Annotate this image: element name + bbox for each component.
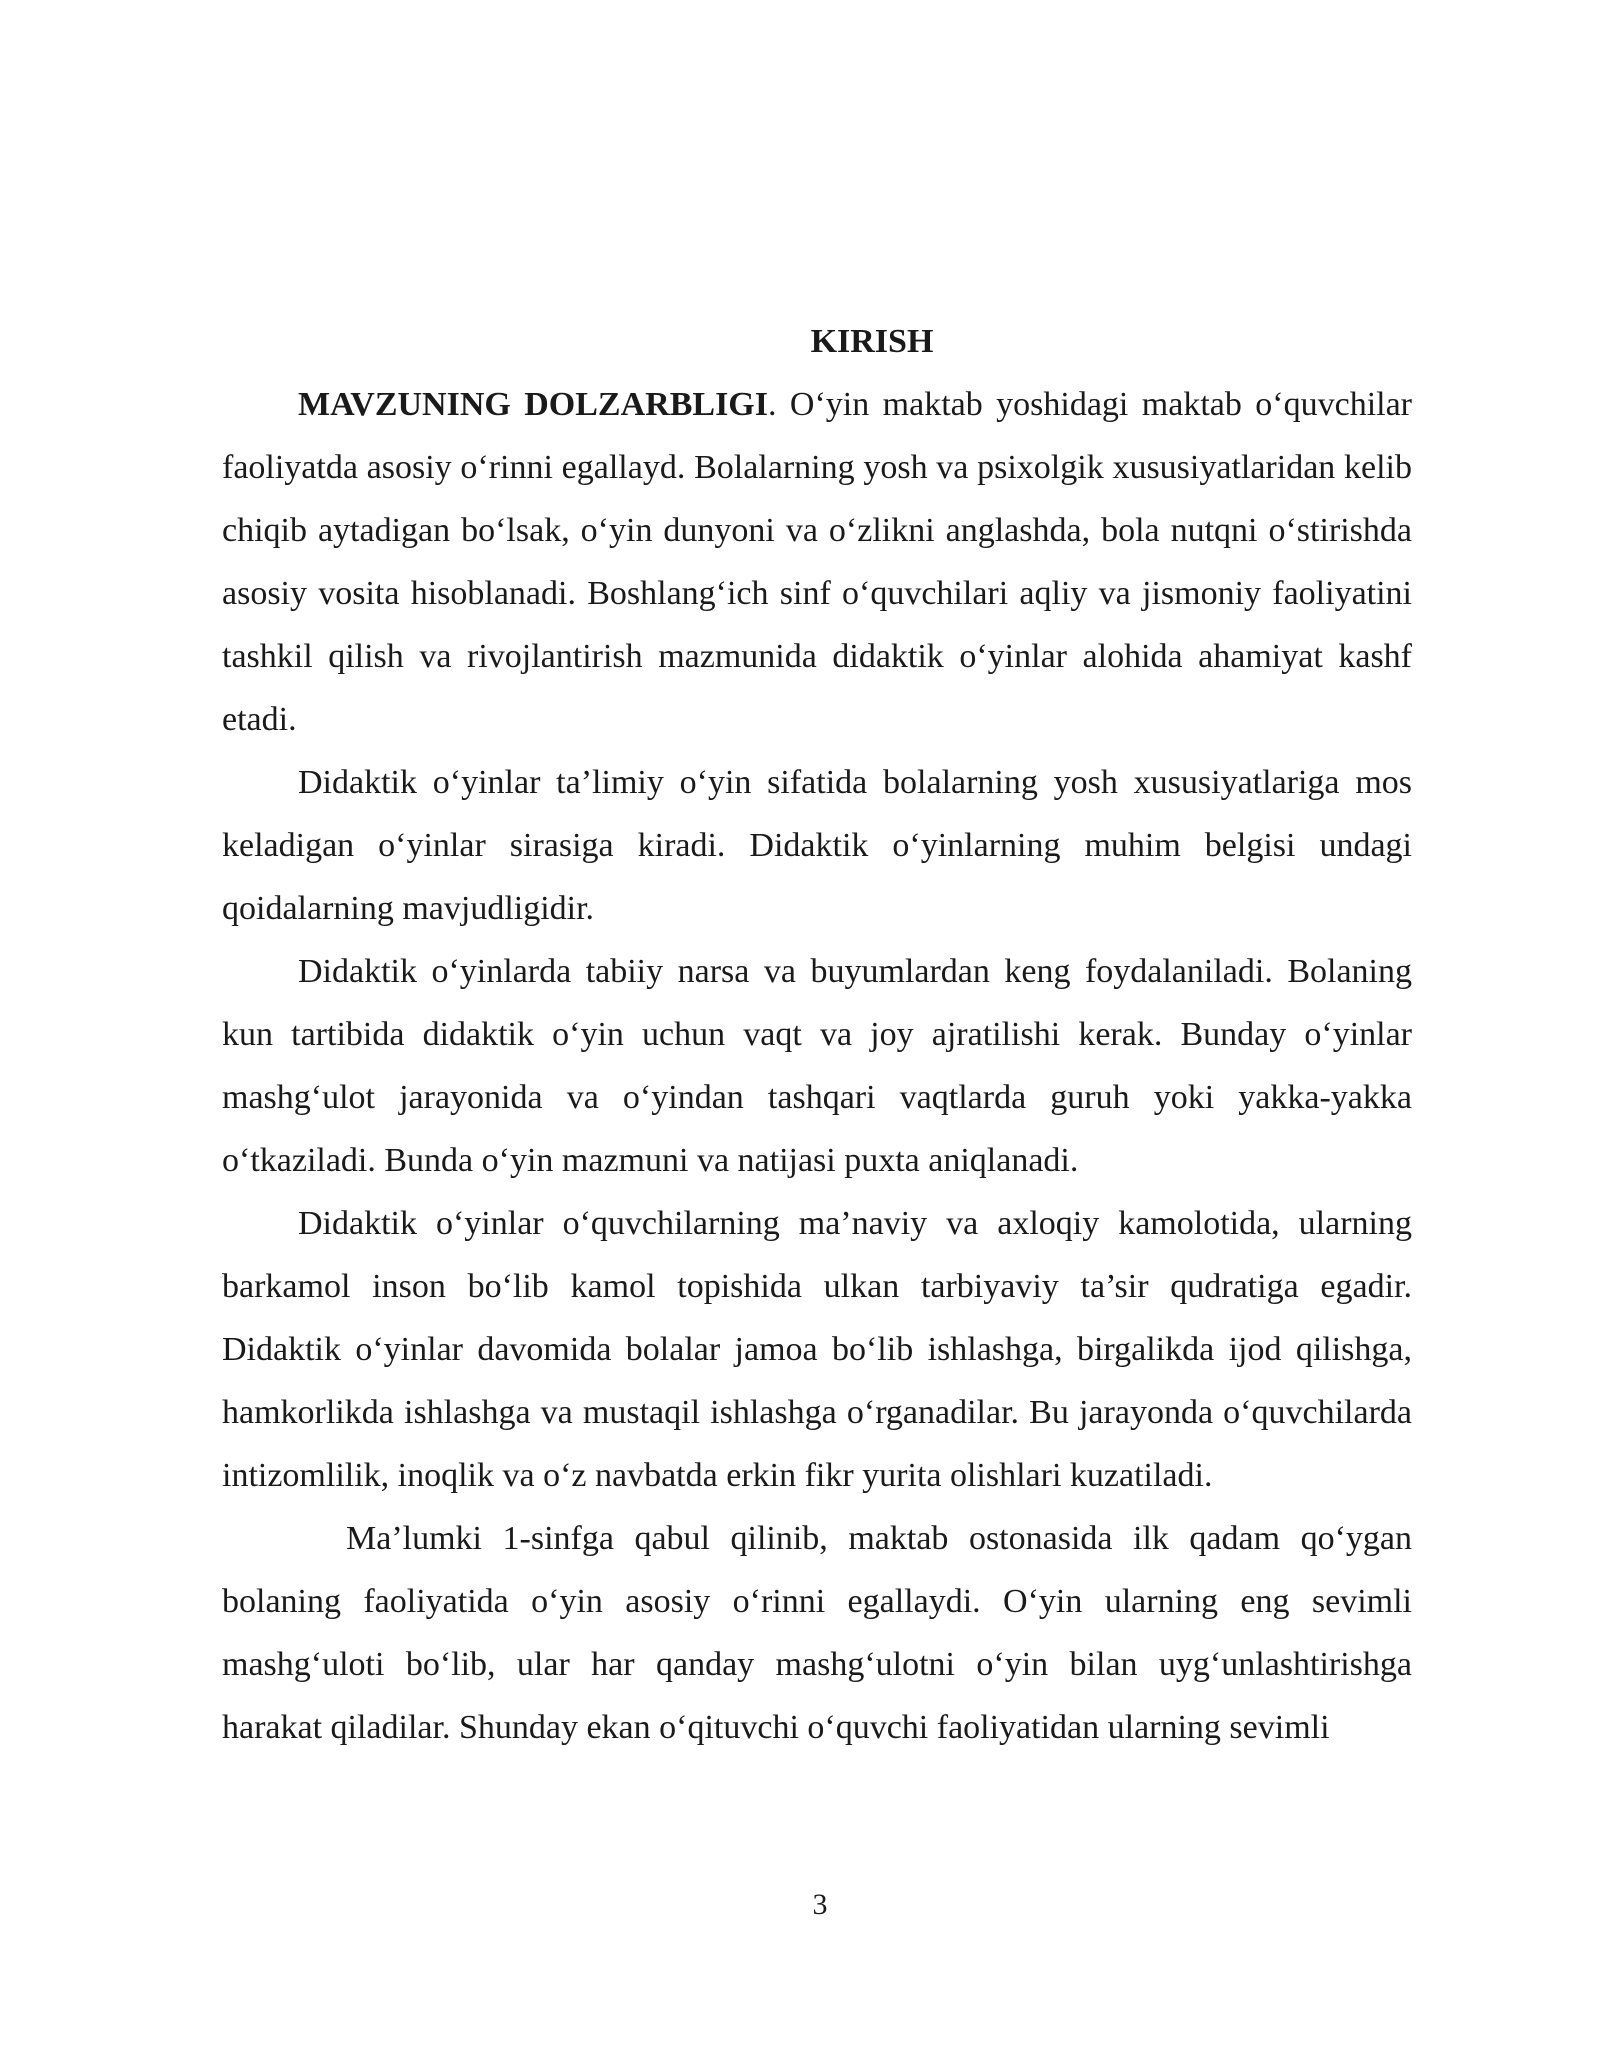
- paragraph-5: Ma’lumki 1-sinfga qabul qilinib, maktab ostonasida ilk qadam qo‘ygan bolaning faoliyatida o‘yin asosiy o‘rinni egallaydi. O‘yin ularning eng sevimli mashg‘uloti bo‘lib, ular har qanday mashg‘ulotni o‘yin bilan uyg‘unlashtirishga harakat qiladilar. Shunday ekan o‘qituvchi o‘quvchi faoliyatidan ularning sevimli: [222, 1520, 1412, 1746]
- paragraph-4: Didaktik o‘yinlar o‘quvchilarning ma’naviy va axloqiy kamolotida, ularning barkamol inson bo‘lib kamol topishida ulkan tarbiyaviy ta’sir qudratiga egadir. Didaktik o‘yinlar davomida bolalar jamoa bo‘lib ishlashga, birgalikda ijod qilishga, hamkorlikda ishlashga va mustaqil ishlashga o‘rganadilar. Bu jarayonda o‘quvchilarda intizomlilik, inoqlik va o‘z navbatda erkin fikr yurita olishlari kuzatiladi.: [222, 1205, 1412, 1494]
- document-body: [222, 310, 1412, 1759]
- page-title: KIRISH: [810, 323, 934, 360]
- section-heading-relevance: MAVZUNING DOLZARBLIGI: [298, 386, 768, 423]
- paragraph-3: Didaktik o‘yinlarda tabiiy narsa va buyumlardan keng foydalaniladi. Bolaning kun tartibida didaktik o‘yin uchun vaqt va joy ajratilishi kerak. Bunday o‘yinlar mashg‘ulot jarayonida va o‘yindan tashqari vaqtlarda guruh yoki yakka-yakka o‘tkaziladi. Bunda o‘yin mazmuni va natijasi puxta aniqlanadi.: [222, 953, 1412, 1179]
- page-number: 3: [812, 1888, 828, 1921]
- paragraph-2: Didaktik o‘yinlar ta’limiy o‘yin sifatida bolalarning yosh xususiyatlariga mos keladigan o‘yinlar sirasiga kiradi. Didaktik o‘yinlarning muhim belgisi undagi qoidalarning mavjudligidir.: [222, 764, 1412, 927]
- paragraph-relevance: [222, 373, 1412, 751]
- paragraph-1-text: O‘yin maktab yoshidagi maktab o‘quvchilar faoliyatda asosiy o‘rinni egallayd. Bolalarning yosh va psixolgik xususiyatlaridan kelib chiqib aytadigan bo‘lsak, o‘yin dunyoni va o‘zlikni anglashda, bola nutqni o‘stirishda asosiy vosita hisoblanadi. Boshlang‘ich sinf o‘quvchilari aqliy va jismoniy faoliyatini tashkil qilish va rivojlantirish mazmunida didaktik o‘yinlar alohida ahamiyat kashf etadi.: [222, 386, 1412, 738]
- section-heading-punct: .: [767, 386, 777, 423]
